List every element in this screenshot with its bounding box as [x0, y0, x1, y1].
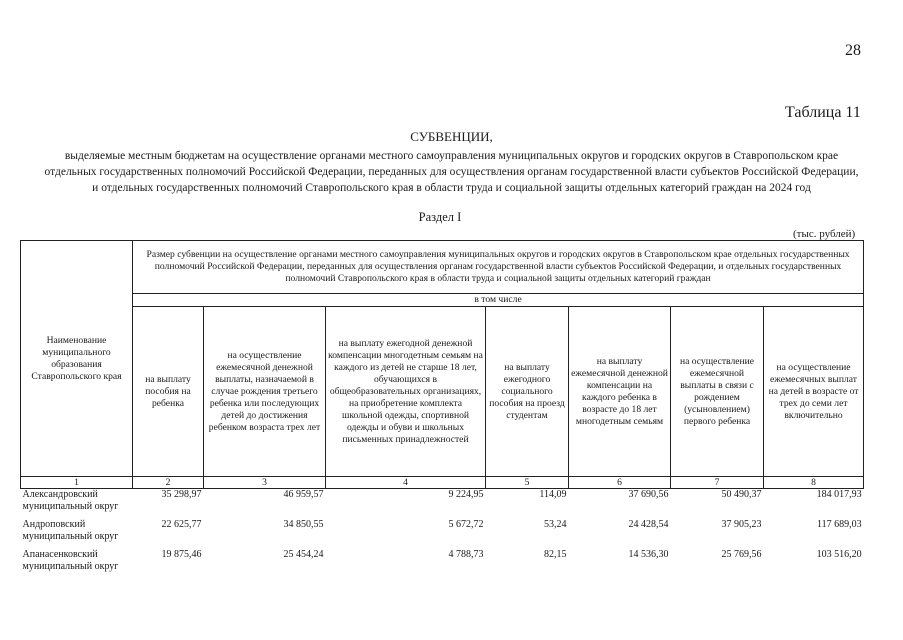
value-cell: 25 769,56 [721, 548, 762, 560]
subtitle-line: выделяемые местным бюджетам на осуществление органами местного самоуправления муниципальных округов и городских округов в Ставропольском крае [64, 150, 839, 162]
value-cell: 34 850,55 [283, 518, 324, 530]
municipality-name: Александровский муниципальный округ [22, 489, 119, 512]
value-cell: 53,24 [544, 518, 567, 530]
including-header: в том числе [133, 294, 864, 307]
column-header-first-child-payment: на осуществление ежемесячной выплаты в связи с рождением (усыновлением) первого ребенка [671, 307, 764, 477]
value-cell: 114,09 [539, 489, 567, 500]
value-cell: 19 875,46 [161, 548, 202, 560]
value-cell: 37 690,56 [628, 489, 669, 500]
subsidy-size-header: Размер субвенции на осуществление органами местного самоуправления муниципальных округов и городских округов в Ставропольском крае отдельных государственных полномочий Российской Федерации, переданных для осуществления органам государственной власти субъектов Российской Федерации, и отдельных государственных полномочий Ставропольского края в области труда и социальной защиты отдельных категорий граждан [133, 241, 864, 294]
value-cell: 82,15 [544, 548, 567, 560]
section-label: Раздел I [418, 210, 462, 224]
column-header-school-uniform-compensation: на выплату ежегодной денежной компенсации многодетным семьям на каждого из детей не старше 18 лет, обучающихся в общеобразовательных организациях, на приобретение комплекта школьной одежды, спортивной одежды и обуви и школьных письменных принадлежностей [326, 307, 486, 477]
subsidies-table [20, 240, 864, 579]
value-cell: 5 672,72 [448, 518, 484, 530]
column-index: 3 [204, 477, 326, 489]
column-header-child-benefit: на выплату пособия на ребенка [133, 307, 204, 477]
column-index: 7 [671, 477, 764, 489]
table-label: Таблица 11 [785, 104, 861, 121]
value-cell: 22 625,77 [161, 518, 202, 530]
column-header-student-travel-benefit: на выплату ежегодного социального пособия на проезд студентам [486, 307, 569, 477]
column-header-third-child-payment: на осуществление ежемесячной денежной выплаты, назначаемой в случае рождения третьего ребенка или последующих детей до достижения ребенком возраста трех лет [204, 307, 326, 477]
column-index: 5 [486, 477, 569, 489]
table-row [21, 549, 864, 579]
value-cell: 117 689,03 [816, 518, 862, 530]
value-cell: 14 536,30 [628, 548, 669, 560]
units-label: (тыс. рублей) [793, 228, 856, 240]
value-cell: 37 905,23 [721, 518, 762, 530]
municipality-name: Апанасенковский муниципальный округ [22, 548, 119, 572]
column-header-large-family-compensation: на выплату ежемесячной денежной компенсации на каждого ребенка в возрасте до 18 лет многодетным семьям [569, 307, 671, 477]
document-title: СУБВЕНЦИИ, [410, 129, 493, 144]
value-cell: 9 224,95 [448, 489, 484, 500]
column-index: 8 [764, 477, 864, 489]
value-cell: 4 788,73 [448, 548, 484, 560]
municipality-name: Андроповский муниципальный округ [22, 518, 119, 542]
column-index: 6 [569, 477, 671, 489]
value-cell: 103 516,20 [816, 548, 862, 560]
table-row [21, 519, 864, 549]
subtitle-line: отдельных государственных полномочий Российской Федерации, переданных для осуществления органам государственной власти субъектов Российской Федерации, [44, 166, 859, 178]
document-subtitle [20, 148, 883, 196]
value-cell: 46 959,57 [283, 489, 324, 500]
municipality-header: Наименование муниципального образования Ставропольского края [21, 241, 133, 477]
column-index: 1 [21, 477, 133, 489]
value-cell: 25 454,24 [283, 548, 324, 560]
column-index: 2 [133, 477, 204, 489]
value-cell: 35 298,97 [161, 489, 202, 500]
page-number: 28 [845, 42, 861, 59]
value-cell: 24 428,54 [628, 518, 669, 530]
table-row [21, 489, 864, 519]
value-cell: 184 017,93 [816, 489, 862, 500]
column-index: 4 [326, 477, 486, 489]
subtitle-line: и отдельных государственных полномочий Ставропольского края в области труда и социальной защиты отдельных категорий граждан на 2024 год [92, 182, 811, 194]
value-cell: 50 490,37 [721, 489, 762, 500]
column-header-age-3-7-payments: на осуществление ежемесячных выплат на детей в возрасте от трех до семи лет включительно [764, 307, 864, 477]
